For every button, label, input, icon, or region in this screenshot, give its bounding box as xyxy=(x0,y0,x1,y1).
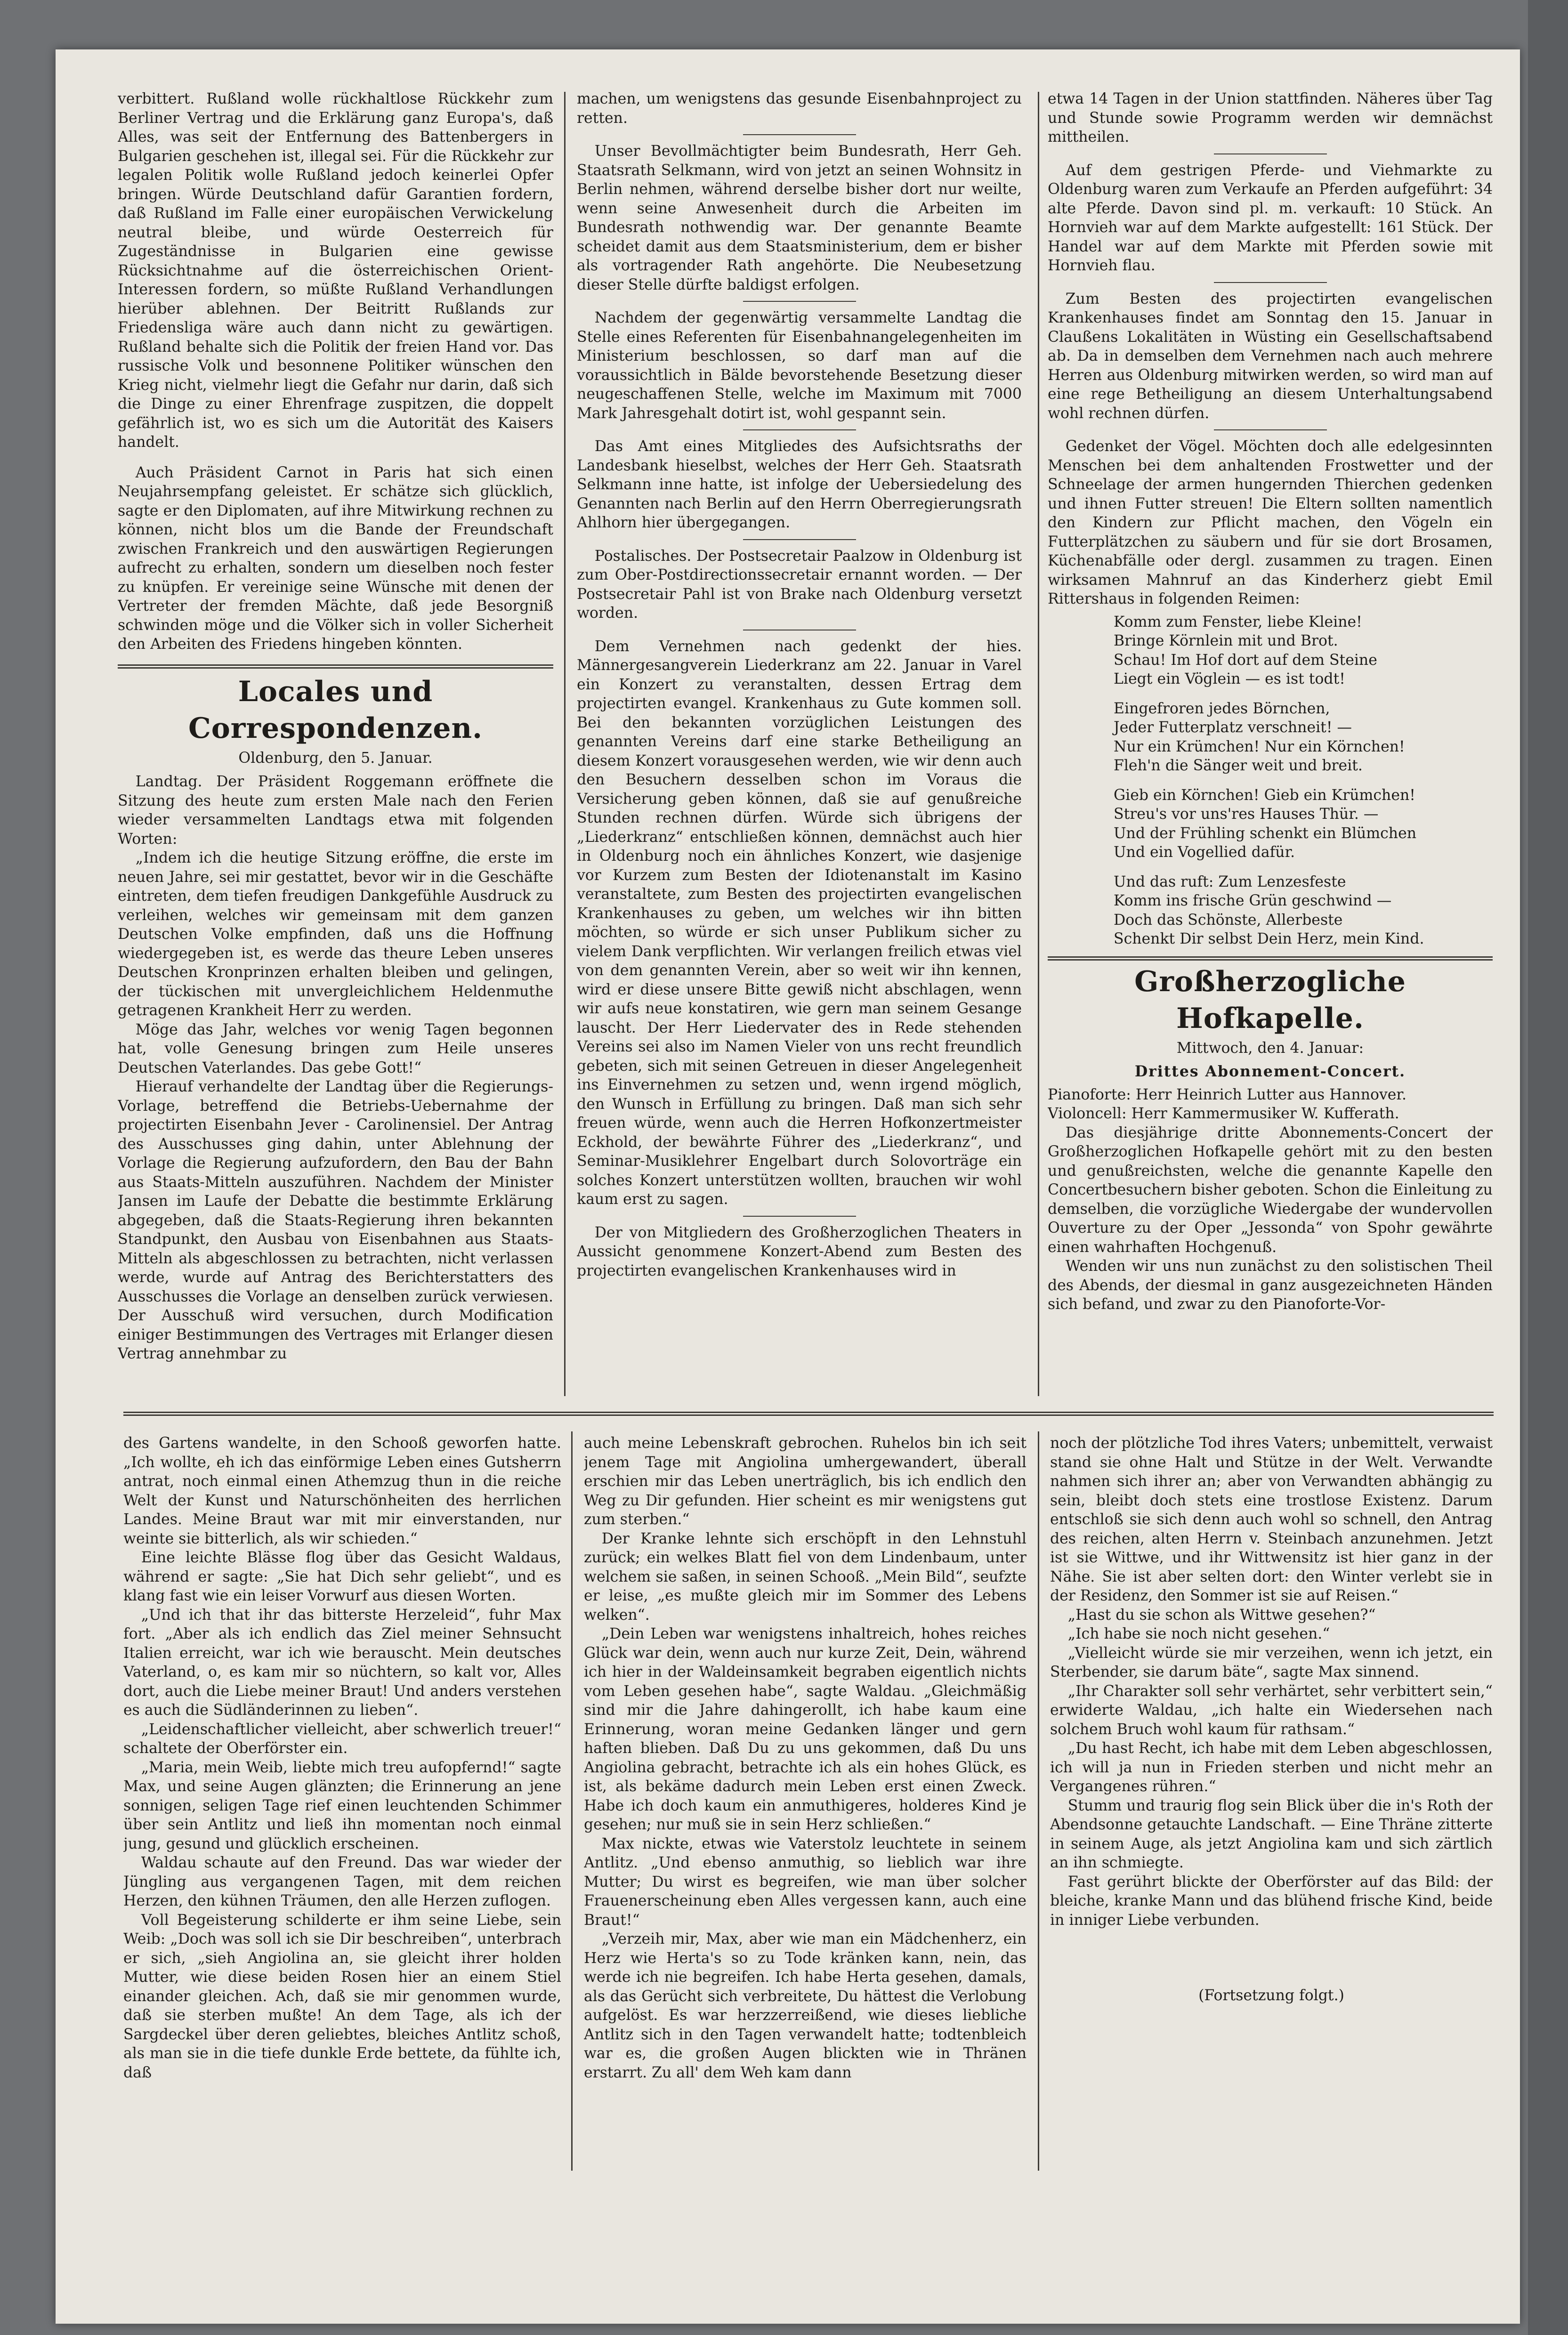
story-text: „Verzeih mir, Max, aber wie man ein Mädchenherz, ein Herz wie Herta's so zu Tode kränken kann, nein, das werde ich nie begreifen. Ich habe Herta gesehen, damals, als das Gerücht sich verbreitete, Du hättest die Verlobung aufgelöst. Es war herzzerreißend, wie dieses liebliche Antlitz sich in den Tagen verwandelt hatte; todtenbleich war es, die großen Augen blickten wie in Thränen erstarrt. Zu all' dem Weh kam dann xyxy=(584,1931,1026,2081)
article-separator xyxy=(1214,429,1327,430)
poem-line: Und ein Vogellied dafür. xyxy=(1114,844,1295,861)
dateline: Mittwoch, den 4. Januar: xyxy=(1176,1039,1364,1057)
poem-line: Doch das Schönste, Allerbeste xyxy=(1114,911,1343,929)
performer-line: Violoncell: Herr Kammermusiker W. Kufferath. xyxy=(1048,1105,1399,1122)
article-text: Auch Präsident Carnot in Paris hat sich einen Neujahrsempfang geleistet. Er schätze sich glücklich, sagte er den Diplomaten, auf ihre Mitwirkung rechnen zu können, nicht blos um die Bande der Freundschaft zwischen Frankreich und den auswärtigen Regierungen aufrecht zu erhalten, sondern um dieselben noch fester zu knüpfen. Er vereinige seine Wünsche mit denen der Vertreter der fremden Mächte, daß jede Besorgniß schwinden möge und die Völker sich in voller Sicherheit den Arbeiten des Friedens hingeben könnten. xyxy=(118,464,553,653)
story-text: „Hast du sie schon als Wittwe gesehen?“ xyxy=(1067,1606,1376,1624)
article-text: Möge das Jahr, welches vor wenig Tagen begonnen hat, volle Genesung bringen zum Heile unseres Deutschen Vaterlandes. Das gebe Gott!“ xyxy=(118,1021,553,1076)
story-text: auch meine Lebenskraft gebrochen. Ruhelos bin ich seit jenem Tage mit Angiolina umhergewandert, überall erschien mir das Leben unerträglich, bis ich endlich den Weg zu Dir gefunden. Hier scheint es mir wenigstens gut zum sterben.“ xyxy=(584,1435,1026,1528)
article-text: Hierauf verhandelte der Landtag über die Regierungs-Vorlage, betreffend die Betriebs-Uebernahme der projectirten Eisenbahn Jever - Carolinensiel. Der Antrag des Ausschusses ging dahin, unter Ablehnung der Vorlage die Regierung aufzufordern, den Bau der Bahn aus Staats-Mitteln auszuführen. Nachdem der Minister Jansen im Laufe der Debatte die bestimmte Erklärung abgegeben, daß die Staats-Regierung ihren bekannten Standpunkt, den Ausbau von Eisenbahnen aus Staats-Mitteln als abgeschlossen zu betrachten, nicht verlassen werde, wurde auf Antrag des Berichterstatters des Ausschusses die Vorlage an denselben zurück verwiesen. Der Ausschuß wird versuchen, durch Modification einiger Bestimmungen des Vertrages mit Erlanger diesen Vertrag annehmbar zu xyxy=(118,1078,553,1362)
bottom-column-3 xyxy=(1050,1434,1493,2182)
story-text: Eine leichte Blässe flog über das Gesicht Waldaus, während er sagte: „Sie hat Dich sehr geliebt“, und es klang fast wie ein leiser Vorwurf aus diesen Worten. xyxy=(123,1549,561,1604)
poem-line: Streu's vor uns'res Hauses Thür. — xyxy=(1114,806,1379,823)
article-text: Der von Mitgliedern des Großherzoglichen Theaters in Aussicht genommene Konzert-Abend zum Besten des projectirten evangelischen Krankenhauses wird in xyxy=(577,1224,1022,1279)
poem-line: Schenkt Dir selbst Dein Herz, mein Kind. xyxy=(1114,930,1424,947)
article-text: Wenden wir uns nun zunächst zu den solistischen Theil des Abends, der diesmal in ganz ausgezeichneten Händen sich befand, und zwar zu den Pianoforte-Vor- xyxy=(1048,1258,1493,1313)
poem-line: Und das ruft: Zum Lenzesfeste xyxy=(1114,873,1346,890)
section-heading: Großherzogliche Hofkapelle. xyxy=(1134,965,1406,1035)
section-heading: Locales und Correspondenzen. xyxy=(188,675,483,745)
performer-line: Pianoforte: Herr Heinrich Lutter aus Hannover. xyxy=(1048,1086,1407,1103)
story-text: „Ihr Charakter soll sehr verhärtet, sehr verbittert sein,“ erwiderte Waldau, „ich halte ein Wiedersehen nach solchem Bruch wohl kaum für rathsam.“ xyxy=(1050,1682,1493,1738)
poem xyxy=(1114,613,1493,949)
continuation-note: (Fortsetzung folgt.) xyxy=(1198,1987,1344,2004)
article-text: Nachdem der gegenwärtig versammelte Landtag die Stelle eines Referenten für Eisenbahnangelegenheiten im Ministerium beschlossen, so darf man auf die voraussichtlich in Bälde bevorstehende Besetzung dieser neugeschaffenen Stelle, welche im Maximum mit 7000 Mark Jahresgehalt dotirt ist, wohl gespannt sein. xyxy=(577,309,1022,422)
column-rule xyxy=(1038,1431,1039,2171)
poem-line: Nur ein Krümchen! Nur ein Körnchen! xyxy=(1114,738,1405,755)
poem-line: Und der Frühling schenkt ein Blümchen xyxy=(1114,824,1417,842)
article-text: machen, um wenigstens das gesunde Eisenbahnproject zu retten. xyxy=(577,90,1022,127)
story-text: Max nickte, etwas wie Vaterstolz leuchtete in seinem Antlitz. „Und ebenso anmuthig, so lieblich war ihre Mutter; Du wirst es begreifen, wie man über solcher Frauenerscheinung eben Alles vergessen kann, auch eine Braut!“ xyxy=(584,1835,1026,1929)
article-text: Postalisches. Der Postsecretair Paalzow in Oldenburg ist zum Ober-Postdirectionssecretair ernannt worden. — Der Postsecretair Pahl ist von Brake nach Oldenburg versetzt worden. xyxy=(577,547,1022,622)
story-text: Der Kranke lehnte sich erschöpft in den Lehnstuhl zurück; ein welkes Blatt fiel von dem Lindenbaum, unter welchem sie saßen, in seinen Schooß. „Mein Bild“, seufzte er leise, „es mußte gleich mir im Sommer des Lebens welken“. xyxy=(584,1530,1026,1624)
top-column-3 xyxy=(1048,89,1493,1403)
poem-line: Bringe Körnlein mit und Brot. xyxy=(1114,632,1338,649)
poem-line: Fleh'n die Sänger weit und breit. xyxy=(1114,757,1363,774)
article-separator xyxy=(743,429,856,430)
dateline: Oldenburg, den 5. Januar. xyxy=(238,749,433,767)
column-rule xyxy=(571,1431,573,2171)
bottom-column-2 xyxy=(584,1434,1026,2182)
top-column-1 xyxy=(118,89,553,1403)
story-text: Fast gerührt blickte der Oberförster auf das Bild: der bleiche, kranke Mann und das blühend frische Kind, beide in inniger Liebe verbunden. xyxy=(1050,1873,1493,1929)
article-text: Zum Besten des projectirten evangelischen Krankenhauses findet am Sonntag den 15. Januar in Claußens Lokalitäten in Wüsting ein Gesellschaftsabend ab. Da in demselben dem Vernehmen nach auch mehrere Herren aus Oldenburg mitwirken werden, so wird man auf eine rege Betheiligung an diesem Unterhaltungsabend wohl rechnen dürfen. xyxy=(1048,290,1493,422)
poem-line: Komm ins frische Grün geschwind — xyxy=(1114,892,1392,909)
story-text: „Maria, mein Weib, liebte mich treu aufopfernd!“ sagte Max, und seine Augen glänzten; die Erinnerung an jene sonnigen, seligen Tage rief einen leuchtenden Schimmer über sein Antlitz und ließ ihn momentan noch einmal jung, gesund und glücklich erscheinen. xyxy=(123,1759,561,1852)
column-rule xyxy=(564,92,566,1396)
article-separator xyxy=(1214,282,1327,283)
article-text: etwa 14 Tagen in der Union stattfinden. Näheres über Tag und Stunde sowie Programm werden wir demnächst mittheilen. xyxy=(1048,90,1493,145)
poem-line: Liegt ein Vöglein — es ist todt! xyxy=(1114,671,1345,687)
poem-line: Schau! Im Hof dort auf dem Steine xyxy=(1114,651,1377,669)
story-text: Voll Begeisterung schilderte er ihm seine Liebe, sein Weib: „Doch was soll ich sie Dir beschreiben“, unterbrach er sich, „sieh Angiolina an, sie gleicht ihrer holden Mutter, wie diese beiden Rosen hier an einem Stiel einander gleichen. Ach, daß sie mir genommen wurde, daß sie sterben mußte! An dem Tage, als ich der Sargdeckel über deren geliebtes, bleiches Antlitz schoß, als man sie in die tiefe dunkle Erde bettete, da fühlte ich, daß xyxy=(123,1911,561,2081)
article-text: „Indem ich die heutige Sitzung eröffne, die erste im neuen Jahre, sei mir gestattet, bevor wir in die Geschäfte eintreten, dem tiefen freudigen Dankgefühle Ausdruck zu verleihen, welches wir gemeinsam mit dem ganzen Deutschen Volke empfinden, daß uns die Hoffnung wiedergegeben ist, es werde das theure Leben unseres Deutschen Kronprinzen erhalten bleiben und gelingen, der tückischen mit unvergleichlichem Heldenmuthe getragenen Krankheit Herr zu werden. xyxy=(118,849,553,1019)
article-separator xyxy=(743,301,856,302)
story-text: „Vielleicht würde sie mir verzeihen, wenn ich jetzt, ein Sterbender, sie darum bäte“, sagte Max sinnend. xyxy=(1050,1644,1493,1681)
article-text: Landtag. Der Präsident Roggemann eröffnete die Sitzung des heute zum ersten Male nach den Ferien wieder versammelten Landtags etwa mit folgenden Worten: xyxy=(118,773,553,848)
story-text: „Dein Leben war wenigstens inhaltreich, hohes reiches Glück war dein, wenn auch nur kurze Zeit, Dein, während ich hier in der Waldeinsamkeit begraben eigentlich nichts vom Leben gesehen habe“, sagte Waldau. „Gleichmäßig sind mir die Jahre dahingerollt, ich habe kaum eine Erinnerung, woran meine Gedanken länger und gern haften blieben. Daß Du zu uns gekommen, daß Du uns Angiolina gebracht, betrachte ich als ein hohes Glück, es ist, als bekäme dadurch mein Leben erst einen Zweck. Habe ich doch kaum ein anmuthigeres, holderes Kind je gesehen; nur muß sie in sein Herz schließen.“ xyxy=(584,1625,1026,1833)
story-text: „Du hast Recht, ich habe mit dem Leben abgeschlossen, ich will ja nun in Frieden sterben und nicht mehr an Vergangenes rühren.“ xyxy=(1050,1740,1493,1795)
story-text: „Und ich that ihr das bitterste Herzeleid“, fuhr Max fort. „Aber als ich endlich das Ziel meiner Sehnsucht Italien erreicht, war ich wie berauscht. Mein deutsches Vaterland, o, es kam mir so nüchtern, so kalt vor, Alles dort, auch die Liebe meiner Braut! Und anders verstehen es auch die Südländerinnen zu lieben“. xyxy=(123,1606,561,1719)
story-text: des Gartens wandelte, in den Schooß geworfen hatte. „Ich wollte, eh ich das einförmige Leben eines Gutsherrn antrat, noch einmal einen Athemzug thun in die reiche Welt der Kunst und Naturschönheiten des herrlichen Landes. Meine Braut war mit mir einverstanden, nur weinte sie bitterlich, als wir schieden.“ xyxy=(123,1435,561,1547)
scan-background-edge xyxy=(1528,0,1568,2335)
article-text: Das diesjährige dritte Abonnements-Concert der Großherzoglichen Hofkapelle gehört mit zu den besten und genußreichsten, welche die genannte Kapelle den Concertbesuchern bisher geboten. Schon die Einleitung zu demselben, die vorzügliche Wiedergabe der wundervollen Ouverture zu der Oper „Jessonda“ von Spohr gewährte einen wahrhaften Hochgenuß. xyxy=(1048,1124,1493,1256)
column-rule xyxy=(1038,92,1039,1396)
story-text: „Ich habe sie noch nicht gesehen.“ xyxy=(1067,1625,1330,1642)
top-column-2 xyxy=(577,89,1022,1403)
story-text: „Leidenschaftlicher vielleicht, aber schwerlich treuer!“ schaltete der Oberförster ein. xyxy=(123,1721,561,1757)
article-text: verbittert. Rußland wolle rückhaltlose Rückkehr zum Berliner Vertrag und die Erklärung ganz Europa's, daß Alles, was seit der Entfernung des Battenbergers in Bulgarien geschehen ist, illegal sei. Für die Rückkehr zur legalen Politik wolle Rußland jedoch keinerlei Opfer bringen. Würde Deutschland dafür Garantien fordern, daß Rußland im Falle einer europäischen Verwickelung neutral bleibe, und würde Oesterreich für Zugeständnisse in Bulgarien eine gewisse Rücksichtnahme auf die österreichischen Orient-Interessen fordern, so müßte Rußland Verhandlungen hierüber ablehnen. Der Beitritt Rußlands zur Friedensliga wäre auch dann nicht zu gewärtigen. Rußland behalte sich die Politik der freien Hand vor. Das russische Volk und besonnene Politiker wünschen den Krieg nicht, vielmehr liegt die Gefahr nur darin, daß sich die Dinge zu einer Ehrenfrage zuspitzen, die doppelt gefährlich ist, wo es sich um die Autorität des Kaisers handelt. xyxy=(118,90,553,451)
article-separator xyxy=(743,1216,856,1217)
article-text: Dem Vernehmen nach gedenkt der hies. Männergesangverein Liederkranz am 22. Januar in Varel ein Konzert zu veranstalten, dessen Ertrag dem projectirten evangel. Krankenhaus zu Gute kommen soll. Bei den bekannten vorzüglichen Leistungen des genannten Vereins darf eine starke Betheiligung an diesem Konzert vorausgesehen werden, wie wir denn auch den Besuchern desselben schon im Voraus die Versicherung geben können, daß sie auf genußreiche Stunden rechnen dürfen. Würde sich übrigens der „Liederkranz“ entschließen können, demnächst auch hier in Oldenburg noch ein ähnliches Konzert, wie dasjenige vor Kurzem zum Besten der Idiotenanstalt im Kasino veranstaltete, zum Besten des projectirten evangelischen Krankenhauses zu geben, um welches wir ihn bitten möchten, so würde er sich unser Publikum sicher zu vielem Dank verpflichten. Wir verlangen freilich etwas viel von dem genannten Verein, aber so weit wir ihn kennen, wird er diese unsere Bitte gewiß nicht abschlagen, wenn wir aufs neue konstatiren, wie gern man seinem Gesange lauscht. Der Herr Liedervater des in Rede stehenden Vereins sei also im Namen Vieler von uns recht freundlich gebeten, sich mit seinen Getreuen in dieser Angelegenheit ins Einvernehmen zu setzen und, wenn irgend möglich, den Wunsch in Erfüllung zu bringen. Daß man sich sehr freuen würde, wenn auch die Herren Hofkonzertmeister Eckhold, der bewährte Führer des „Liederkranz“, und Seminar-Musiklehrer Engelbart durch Solovorträge ein solches Konzert unterstützen wollten, brauchen wir wohl kaum erst zu sagen. xyxy=(577,638,1022,1208)
concert-title: Drittes Abonnement-Concert. xyxy=(1134,1063,1406,1080)
poem-line: Gieb ein Körnchen! Gieb ein Krümchen! xyxy=(1114,786,1415,804)
article-text: Unser Bevollmächtigter beim Bundesrath, Herr Geh. Staatsrath Selkmann, wird von jetzt an seinen Wohnsitz in Berlin nehmen, während derselbe bisher dort nur weilte, wenn seine Anwesenheit durch die Arbeiten im Bundesrath nothwendig war. Der genannte Beamte scheidet damit aus dem Staatsministerium, dem er bisher als vortragender Rath angehörte. Die Neubesetzung dieser Stelle dürfte baldigst erfolgen. xyxy=(577,143,1022,293)
poem-line: Jeder Futterplatz verschneit! — xyxy=(1114,719,1352,736)
poem-line: Eingefroren jedes Börnchen, xyxy=(1114,700,1330,717)
story-text: Stumm und traurig flog sein Blick über die in's Roth der Abendsonne getauchte Landschaft. — Eine Thräne zitterte in seinem Auge, als jetzt Angiolina kam und sich zärtlich an ihn schmiegte. xyxy=(1050,1797,1493,1871)
article-text: Das Amt eines Mitgliedes des Aufsichtsraths der Landesbank hieselbst, welches der Herr Geh. Staatsrath Selkmann inne hatte, ist infolge der Uebersiedelung des Genannten nach Berlin auf den Herrn Oberregierungsrath Ahlhorn hier übergegangen. xyxy=(577,438,1022,531)
article-text: Gedenket der Vögel. Möchten doch alle edelgesinnten Menschen bei dem anhaltenden Frostwetter und der Schneelage der armen hungernden Thierchen gedenken und ihnen Futter streuen! Die Eltern sollten namentlich den Kindern zur Pflicht machen, den Vögeln ein Futterplätzchen zu säubern und für sie dort Brosamen, Küchenabfälle oder dergl. zusammen zu tragen. Einen wirksamen Mahnruf an das Kinderherz giebt Emil Rittershaus in folgenden Reimen: xyxy=(1048,438,1493,607)
bottom-column-1 xyxy=(123,1434,561,2182)
section-divider xyxy=(123,1412,1494,1416)
section-divider xyxy=(118,664,553,669)
section-divider xyxy=(1048,956,1493,961)
article-text: Auf dem gestrigen Pferde- und Viehmarkte zu Oldenburg waren zum Verkaufe an Pferden aufgeführt: 34 alte Pferde. Davon sind pl. m. verkauft: 10 Stück. An Hornvieh war auf dem Markte aufgestellt: 161 Stück. Der Handel war auf dem Markte mit Pferden sowie mit Hornvieh flau. xyxy=(1048,162,1493,274)
poem-line: Komm zum Fenster, liebe Kleine! xyxy=(1114,613,1362,630)
article-separator xyxy=(743,539,856,540)
article-separator xyxy=(743,134,856,135)
story-text: Waldau schaute auf den Freund. Das war wieder der Jüngling aus vergangenen Tagen, mit dem reichen Herzen, den kühnen Träumen, den alle Herzen zuflogen. xyxy=(123,1854,561,1909)
story-text: noch der plötzliche Tod ihres Vaters; unbemittelt, verwaist stand sie ohne Halt und Stütze in der Welt. Verwandte nahmen sich ihrer an; aber von Verwandten abhängig zu sein, bleibt doch stets eine trostlose Existenz. Darum entschloß sie sich denn auch wohl so schnell, den Antrag des reichen, alten Herrn v. Steinbach anzunehmen. Jetzt ist sie Wittwe, und ihr Wittwensitz ist hier ganz in der Nähe. Sie ist aber selten dort: den Winter verlebt sie in der Residenz, den Sommer ist sie auf Reisen.“ xyxy=(1050,1435,1493,1604)
